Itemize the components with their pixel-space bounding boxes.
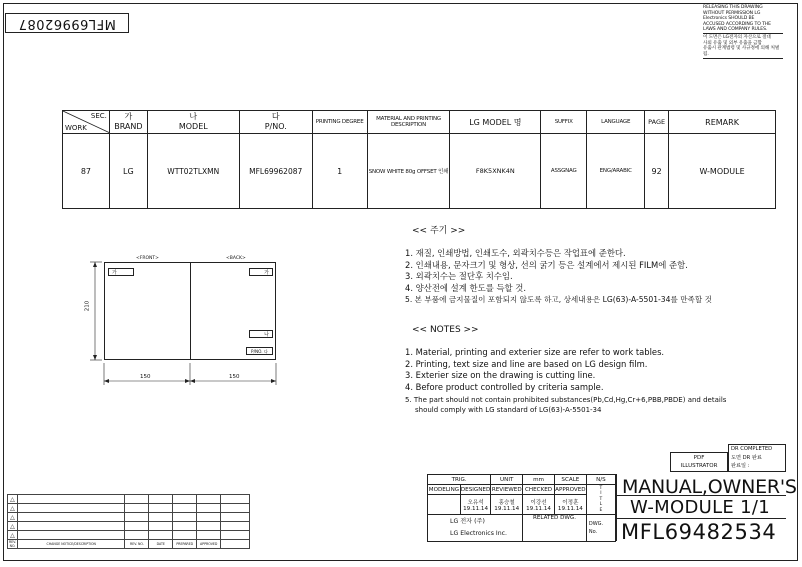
front-label: <FRONT> — [136, 256, 159, 261]
title-letter: L — [599, 502, 603, 508]
spec-table — [62, 110, 776, 209]
designer-cell — [460, 495, 490, 515]
scale-label: SCALE — [554, 475, 586, 485]
reviewed-label: REVIEWED — [491, 486, 522, 493]
reviewer-name: 홍승철 — [498, 499, 515, 506]
back-label: <BACK> — [226, 256, 246, 261]
approve-date: 19.11.14 — [557, 505, 583, 512]
company-name-kr: LG 전자 (주) — [450, 518, 485, 525]
title-block-table — [427, 474, 616, 542]
company-name-en: LG Electronics Inc. — [450, 530, 508, 537]
drawing-number: MFL69482534 — [621, 520, 777, 544]
model-header — [147, 111, 239, 134]
checker-name: 이강선 — [530, 499, 547, 506]
korean-note: 3. 외곽치수는 절단후 치수임. — [405, 271, 513, 282]
model-value: WTT02TLXMN — [147, 134, 239, 209]
revision-mark: △ — [8, 522, 18, 531]
mm-label: mm — [523, 475, 555, 485]
material-value: SNOW WHITE 80g OFFSET 인쇄 — [367, 134, 450, 209]
brand-value: LG — [109, 134, 147, 209]
design-date: 19.11.14 — [463, 505, 489, 512]
approver-cell — [554, 495, 586, 515]
english-note: 2. Printing, text size and line are based on LG design film. — [405, 358, 648, 369]
dimension-lines — [80, 255, 290, 390]
english-notes — [405, 347, 726, 415]
lg-model-value: F8K5XNK4N — [450, 134, 541, 209]
brand-header-en: BRAND — [114, 122, 143, 131]
english-notes-heading: << NOTES >> — [412, 325, 479, 335]
suffix-header: SUFFIX — [541, 111, 587, 134]
legal-korean-line: 유출시 관계법령 및 사규정에 의해 처벌됨. — [703, 46, 780, 57]
title-divider-2 — [616, 518, 786, 519]
sec-work-header — [63, 111, 110, 134]
degree-value: 1 — [312, 134, 367, 209]
legal-line: WITHOUT PERMISSION LG — [703, 10, 761, 16]
illustrator-label: ILLUSTRATOR — [680, 463, 718, 469]
left-width-dimension: 150 — [140, 374, 151, 380]
page-value: 92 — [645, 134, 669, 209]
legal-notice — [703, 5, 783, 60]
legal-line: ACCUSED ACCORDING TO THE — [703, 21, 771, 27]
dr-korean-label: 도면 DR 완료 — [731, 454, 762, 461]
title-letter: E — [599, 507, 603, 513]
pno-header — [239, 111, 312, 134]
korean-note: 4. 양산전에 설계 한도를 득할 것. — [405, 282, 527, 293]
complete-date-label: 완료일 : — [731, 463, 750, 469]
legal-korean — [703, 33, 783, 59]
height-dimension: 210 — [84, 300, 91, 312]
rev-footer: CHANGE NOTICE/DESCRIPTION — [17, 540, 125, 549]
document-subtitle: W-MODULE 1/1 — [630, 497, 770, 518]
model-header-kr: 나 — [189, 112, 198, 121]
korean-note: 1. 재질, 인쇄방법, 인쇄도수, 외곽치수등은 작업표에 준한다. — [405, 248, 626, 258]
remark-value: W-MODULE — [669, 134, 776, 209]
related-dwg-label: RELATED DWG. — [533, 515, 577, 521]
work-value: 87 — [63, 134, 110, 209]
no-label: No. — [588, 529, 598, 535]
unit-label: UNIT — [491, 475, 523, 485]
korean-notes-heading: << 주기 >> — [412, 226, 466, 236]
language-header: LANGUAGE — [587, 111, 645, 134]
brand-header — [109, 111, 147, 134]
dwg-label: DWG. — [588, 521, 604, 527]
english-note: 5. The part should not contain prohibited substances(Pb,Cd,Hg,Cr+6,PBB,PBDE) and details — [405, 396, 727, 405]
english-note: 3. Exterier size on the drawing is cutting line. — [405, 370, 596, 381]
related-dwg-cell — [523, 515, 587, 542]
english-note: 1. Material, printing and exterier size are refer to work tables. — [405, 347, 665, 357]
page-header: PAGE — [645, 111, 669, 134]
company-cell — [428, 515, 523, 542]
pno-value: MFL69962087 — [239, 134, 312, 209]
rev-footer: APPROVED — [197, 540, 221, 549]
scale-value: N/S — [586, 475, 615, 485]
legal-line: RELEASING THIS DRAWING — [703, 5, 763, 10]
title-vertical — [586, 485, 615, 515]
model-header-en: MODEL — [178, 122, 208, 131]
revision-mark: △ — [8, 504, 18, 513]
pdf-box — [670, 452, 728, 472]
sec-label: SEC. — [90, 112, 107, 120]
remark-header: REMARK — [669, 111, 776, 134]
revision-mark: △ — [8, 513, 18, 522]
top-part-number: MFL69962087 — [5, 13, 129, 33]
rev-footer: REV. NO. — [8, 540, 16, 548]
brand-box-front: 가 — [108, 268, 134, 276]
korean-notes — [405, 248, 712, 306]
check-date: 19.11.14 — [526, 505, 551, 512]
pno-header-kr: 다 — [271, 112, 280, 121]
title-letter: T — [599, 485, 603, 491]
korean-note: 5. 본 부품에 금지물질이 포함되지 않도록 하고, 상세내용은 LG(63)-A-5501-34를 만족할 것 — [405, 295, 712, 305]
printing-degree-header: PRINTING DEGREE — [312, 111, 367, 134]
korean-note: 2. 인쇄내용, 문자크기 및 형상, 선의 굵기 등은 설계에서 제시된 FILM에 준함. — [405, 259, 688, 270]
revision-table — [7, 494, 250, 549]
designer-name: 오유석 — [467, 499, 484, 506]
right-width-dimension: 150 — [229, 374, 240, 380]
reviewer-cell — [491, 495, 523, 515]
title-letter: I — [600, 491, 602, 497]
modeling-label: MODELING — [428, 486, 460, 493]
brand-header-kr: 가 — [124, 112, 133, 121]
language-value: ENG/ARABIC — [587, 134, 645, 209]
review-date: 19.11.14 — [494, 505, 520, 512]
legal-korean-line: 이 도면은 LG전자의 자산으로 절대 — [703, 34, 771, 40]
title-letter: T — [599, 496, 603, 502]
material-header: MATERIAL AND PRINTING DESCRIPTION — [367, 111, 450, 134]
work-label: WORK — [65, 124, 87, 132]
revision-mark: △ — [8, 495, 18, 504]
approver-name: 이정훈 — [562, 499, 579, 506]
suffix-value: ASSGNAG — [541, 134, 587, 209]
designed-label: DESIGNED — [460, 486, 491, 493]
model-box: 나 — [249, 330, 273, 338]
approved-label: APPROVED — [555, 486, 586, 493]
rev-footer: PREPARED — [173, 540, 197, 549]
legal-line: LAWS AND COMPANY RULES. — [703, 27, 768, 33]
document-title: MANUAL,OWNER'S — [622, 476, 797, 498]
rev-footer: REV. NO. — [125, 540, 149, 549]
trig-label: TRIG. — [428, 475, 491, 485]
rev-footer: DATE — [149, 540, 173, 549]
checker-cell — [523, 495, 555, 515]
legal-line: Electronics SHOULD BE — [703, 16, 755, 22]
pno-header-en: P/NO. — [264, 122, 287, 131]
brand-box-back: 가 — [249, 268, 273, 276]
dwg-no-cell — [586, 515, 615, 542]
english-note: should comply with LG standard of LG(63)-A-5501-34 — [415, 406, 602, 415]
checked-label: CHECKED — [523, 485, 555, 495]
pno-box: P/NO. 다 — [246, 347, 273, 355]
dr-completed-box — [728, 444, 786, 472]
legal-korean-line: 사외 유출 및 외부 유출을 금함 — [703, 40, 762, 46]
dr-completed-label: DR COMPLETED — [731, 446, 773, 452]
lg-model-header: LG MODEL 명 — [450, 111, 541, 134]
english-note: 4. Before product controlled by criteria sample. — [405, 381, 604, 392]
revision-mark: △ — [8, 531, 18, 540]
title-left-border — [616, 474, 617, 541]
pdf-label: PDF — [693, 455, 705, 461]
